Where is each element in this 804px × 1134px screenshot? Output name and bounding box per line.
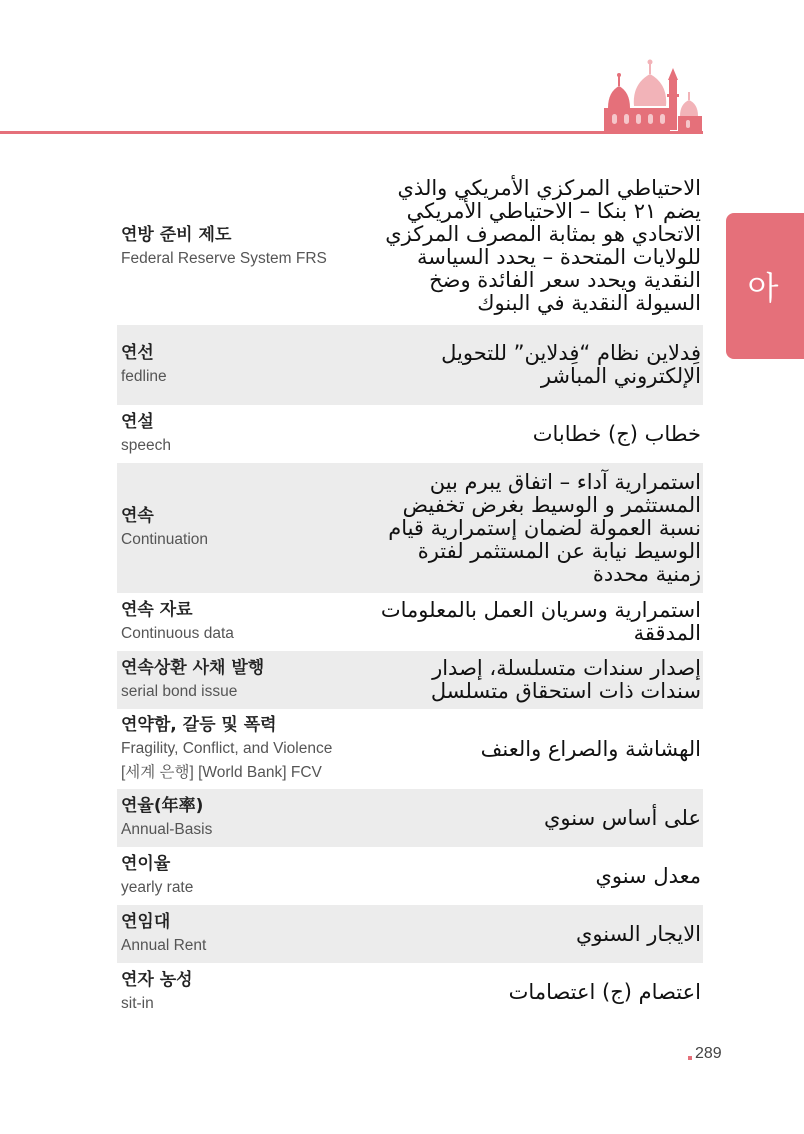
entry-korean: 연속상환 사채 발행 <box>121 658 265 678</box>
entry-arabic: استمرارية آداء – اتفاق يبرم بين المستثمر و الوسيط بغرض تخفيض نسبة العمولة لضمان إستمرارية قيام الوسيط نيابة عن المستثمر لفترة زمنية محددة <box>388 469 701 586</box>
entry-arabic: استمرارية وسريان العمل بالمعلومات المدققة <box>380 598 701 645</box>
page-number <box>688 1045 722 1063</box>
entry-english: serial bond issue <box>121 683 238 700</box>
entries-list <box>117 166 703 1021</box>
entry-korean: 연임대 <box>121 912 171 932</box>
entry-row <box>117 905 703 963</box>
entry-arabic: الايجار السنوي <box>575 921 701 946</box>
entry-korean: 연방 준비 제도 <box>121 224 232 245</box>
entry-arabic: الهشاشة والصراع والعنف <box>480 736 701 761</box>
page-number-text: 289 <box>695 1045 722 1062</box>
entry-korean: 연율(年率) <box>121 796 204 816</box>
entry-english: fedline <box>121 368 167 385</box>
entry-row <box>117 463 703 593</box>
page-number-dot <box>688 1056 692 1060</box>
entry-korean: 연속 <box>121 506 154 526</box>
index-tab[interactable]: 아 <box>726 213 804 359</box>
entry-row <box>117 325 703 405</box>
entry-korean: 연약함, 갈등 및 폭력 <box>121 715 277 735</box>
entry-korean: 연이율 <box>121 854 171 874</box>
header-rule <box>0 131 703 134</box>
entry-row <box>117 651 703 709</box>
entry-english: sit-in <box>121 995 154 1012</box>
entry-english: Fragility, Conflict, and Violence <box>121 740 333 757</box>
entry-arabic: على أساس سنوي <box>543 805 701 830</box>
entry-arabic: الاحتياطي المركزي الأمريكي والذي يضم ٢١ بنكا – الاحتياطي الأمريكي الاتحادي هو بمثابة المصرف المركزي للولايات المتحدة – يحدد السياسة النقدية ويحدد سعر الفائدة وضخ السيولة النقدية في البنوك <box>385 175 701 315</box>
entry-english: speech <box>121 437 171 454</box>
entry-arabic: معدل سنوي <box>595 863 701 888</box>
entry-korean: 연자 농성 <box>121 970 193 990</box>
entry-english: Annual Rent <box>121 937 207 954</box>
entry-row <box>117 847 703 905</box>
entry-english: Continuous data <box>121 625 234 642</box>
entry-arabic: خطاب (ج) خطابات <box>532 421 701 446</box>
entry-english-note: [세계 은행] [World Bank] FCV <box>121 764 322 781</box>
entry-row <box>117 709 703 789</box>
entry-english: Continuation <box>121 531 209 548</box>
entry-row <box>117 963 703 1021</box>
entry-row <box>117 405 703 463</box>
entry-row <box>117 593 703 651</box>
mosque-illustration <box>598 58 706 134</box>
entry-english: Federal Reserve System FRS <box>121 249 327 267</box>
entry-english: yearly rate <box>121 879 194 896</box>
entry-korean: 연설 <box>121 412 154 432</box>
entry-arabic: إصدار سندات متسلسلة، إصدار سندات ذات استحقاق متسلسل <box>430 656 701 703</box>
entry-korean: 연선 <box>121 343 154 363</box>
entry-english: Annual-Basis <box>121 821 213 838</box>
entry-korean: 연속 자료 <box>121 600 193 620</box>
entry-arabic: اعتصام (ج) اعتصامات <box>508 979 701 1004</box>
entry-arabic: فِدلاين نظام “فِدلاين” للتحويل الإلكتروني المباشر <box>441 341 701 388</box>
entry-row <box>117 166 703 325</box>
entry-row <box>117 789 703 847</box>
